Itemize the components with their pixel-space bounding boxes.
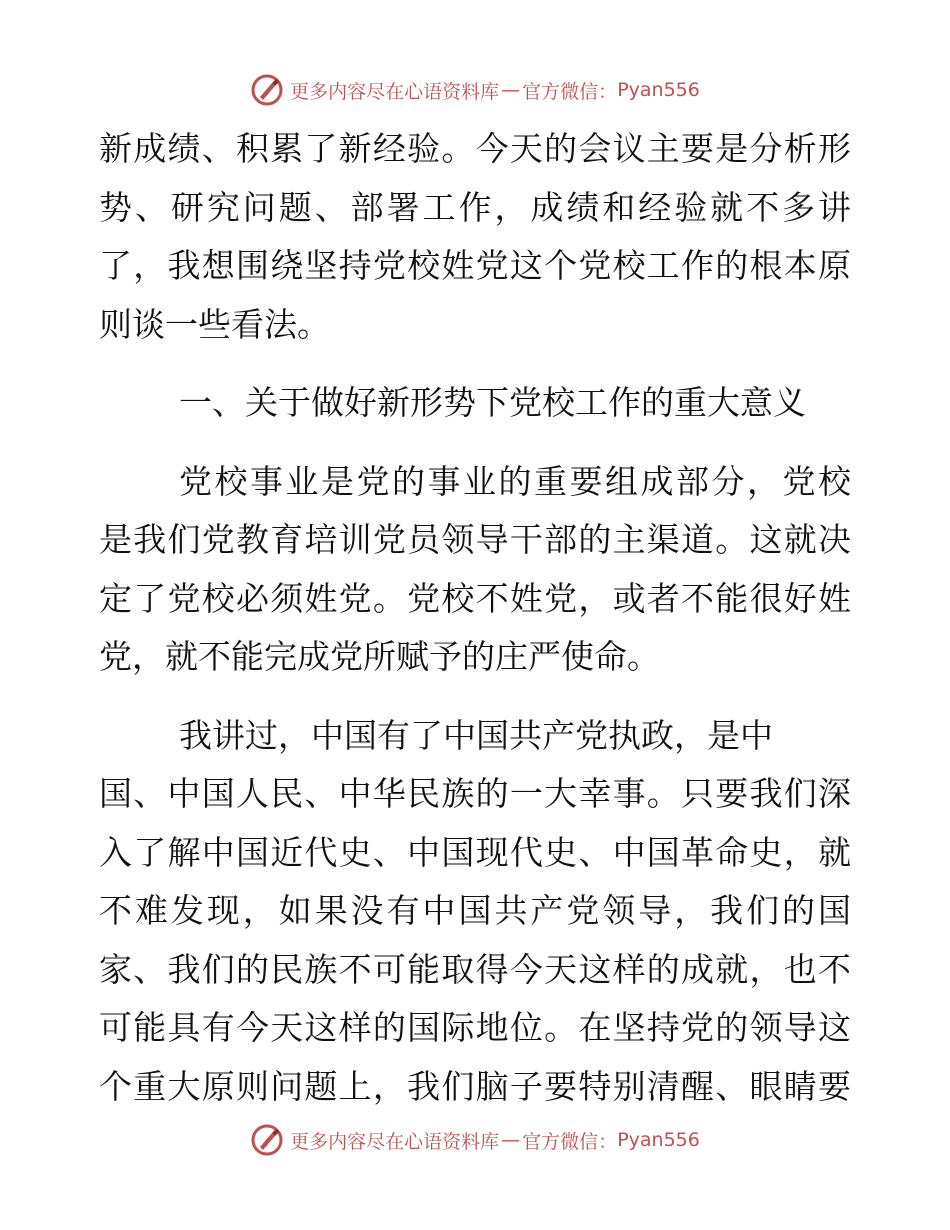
watermark-wechat-label: 官方微信：	[522, 80, 618, 103]
paragraph-3	[99, 707, 851, 1117]
text-line: 党校事业是党的事业的重要组成部分，党校	[179, 461, 851, 501]
watermark-wechat-handle: Pyan556	[617, 1129, 700, 1151]
document-body	[99, 120, 851, 1116]
text-line: 不难发现，如果没有中国共产党领导，我们的国	[99, 891, 851, 930]
text-line: 新成绩、积累了新经验。今天的会议主要是分析形	[99, 129, 851, 168]
watermark-text: 更多内容尽在心语资料库	[290, 1130, 500, 1153]
text-line: 国、中国人民、中华民族的一大幸事。只要我们深	[99, 774, 851, 813]
text-line: 党，就不能完成党所赋予的庄严使命。	[99, 637, 660, 676]
pen-logo-icon	[250, 1123, 284, 1157]
text-line: 势、研究问题、部署工作，成绩和经验就不多讲	[99, 187, 851, 227]
watermark-separator: —	[501, 79, 521, 101]
text-line: 定了党校必须姓党。党校不姓党，或者不能很好姓	[99, 578, 851, 618]
paragraph-2	[99, 453, 851, 687]
watermark-text: 更多内容尽在心语资料库	[290, 80, 500, 103]
text-line: 是我们党教育培训党员领导干部的主渠道。这就决	[99, 520, 851, 559]
text-line: 了，我想围绕坚持党校姓党这个党校工作的根本原	[99, 246, 851, 285]
text-line: 则谈一些看法。	[99, 304, 330, 344]
text-line: 个重大原则问题上，我们脑子要特别清醒、眼睛要	[99, 1066, 851, 1106]
watermark-wechat-handle: Pyan556	[617, 79, 700, 101]
watermark-wechat-label: 官方微信：	[522, 1130, 618, 1153]
pen-logo-icon	[250, 73, 284, 107]
text-line: 家、我们的民族不可能取得今天这样的成就，也不	[99, 949, 851, 989]
text-line: 可能具有今天这样的国际地位。在坚持党的领导这	[99, 1008, 851, 1047]
watermark-footer	[0, 1120, 950, 1160]
watermark-separator: —	[501, 1129, 521, 1151]
text-line: 入了解中国近代史、中国现代史、中国革命史，就	[99, 832, 851, 872]
paragraph-1	[99, 120, 851, 354]
text-line: 我讲过，中国有了中国共产党执政，是中	[179, 715, 773, 755]
watermark-header	[0, 70, 950, 110]
section-heading: 一、关于做好新形势下党校工作的重大意义	[179, 383, 806, 422]
